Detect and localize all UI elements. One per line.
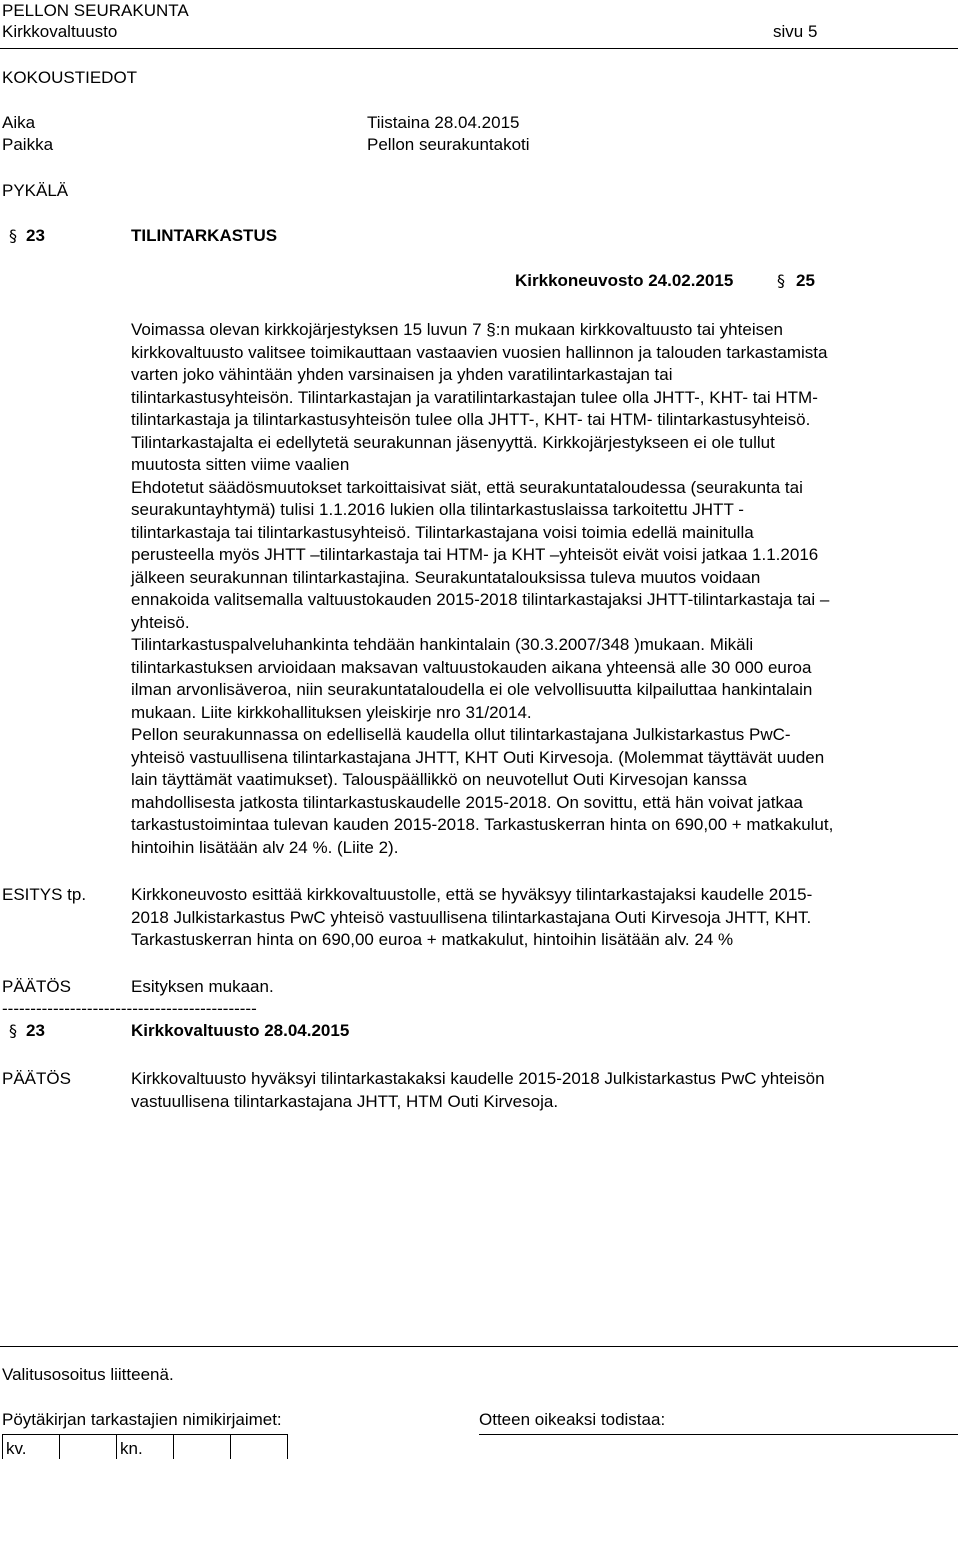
certify-label: Otteen oikeaksi todistaa: [479, 1410, 666, 1429]
body-line: hintoihin lisätään alv 24 %. (Liite 2). [131, 837, 399, 857]
council-decision-label: PÄÄTÖS [2, 1069, 71, 1088]
body-line: lain täyttämät vaatimukset). Talouspäällikkö on neuvotellut Outi Kirvesojan kanssa [131, 770, 747, 789]
body-line: mahdollisesta jatkosta tilintarkastuskaudelle 2015-2018. On sovittu, että hän voivat jatkaa [131, 792, 803, 812]
header-divider [0, 48, 958, 49]
proposal-text [131, 884, 931, 952]
kn-initials-label: kn. [120, 1439, 143, 1458]
council-decision-line: Kirkkovaltuusto hyväksyi tilintarkastakaksi kaudelle 2015-2018 Julkistarkastus PwC yhteisön [131, 1069, 825, 1088]
place-label: Paikka [2, 135, 54, 154]
body-name: Kirkkovaltuusto [2, 22, 118, 41]
signature-divider [230, 1435, 231, 1459]
inspectors-label: Pöytäkirjan tarkastajien nimikirjaimet: [2, 1410, 282, 1429]
decision-text: Esityksen mukaan. [131, 977, 274, 996]
time-label: Aika [2, 113, 36, 132]
appeal-note: Valitusosoitus liitteenä. [2, 1365, 174, 1384]
body-line: muutosta sitten viime vaalien [131, 455, 350, 474]
section-body [131, 319, 931, 859]
body-line: varten joko vähintään yhden varsinaisen ja yhden varatilintarkastajan tai [131, 365, 673, 384]
section-title: TILINTARKASTUS [131, 226, 278, 245]
kv-initials-label: kv. [6, 1439, 27, 1458]
page-number: sivu 5 [773, 22, 818, 41]
council-section-number: 23 [26, 1021, 45, 1040]
prior-section-sign: § [777, 271, 785, 290]
proposal-line: Tarkastuskerran hinta on 690,00 euroa + matkakulut, hintoihin lisätään alv. 24 % [131, 930, 734, 949]
certify-signature-line [479, 1434, 958, 1435]
body-line: Voimassa olevan kirkkojärjestyksen 15 luvun 7 §:n mukaan kirkkovaltuusto tai yhteisen [131, 320, 784, 339]
body-line: yhteisö. [131, 612, 190, 632]
body-line: ennakoida valitsemalla valtuustokauden 2015-2018 tilintarkastajaksi JHTT-tilintarkastaja tai – [131, 590, 830, 609]
section-number: 23 [26, 226, 45, 245]
body-line: mukaan. Liite kirkkohallituksen yleiskirje nro 31/2014. [131, 702, 532, 722]
body-line: tarkastustoimintaa tulevan kauden 2015-2018. Tarkastuskerran hinta on 690,00 + matkakulut, [131, 815, 834, 834]
signature-divider [2, 1435, 3, 1459]
body-line: tilintarkastaja tai tilintarkastusyhteisö. Tilintarkastajana voisi toimia edellä mainitulla [131, 522, 754, 542]
section-heading: PYKÄLÄ [2, 181, 69, 200]
body-line: jälkeen seurakunnan tilintarkastajina. Seurakuntatalouksissa tuleva muutos voidaan [131, 567, 761, 587]
separator-line: --------------------------------------------- [2, 999, 257, 1018]
council-decision-text [131, 1068, 931, 1113]
decision-label: PÄÄTÖS [2, 977, 71, 996]
prior-reference: Kirkkoneuvosto 24.02.2015 [515, 271, 734, 290]
body-line: Ehdotetut säädösmuutokset tarkoittaisivat siät, että seurakuntataloudessa (seurakunta tai [131, 477, 803, 497]
signature-divider [116, 1435, 117, 1459]
body-line: seurakuntayhtymä) tulisi 1.1.2016 lukien olla tilintarkastuslaissa tarkoitettu JHTT - [131, 500, 744, 519]
body-line: Tilintarkastuspalveluhankinta tehdään hankintalain (30.3.2007/348 )mukaan. Mikäli [131, 635, 754, 654]
body-line: yhteisö vastuullisena tilintarkastajana JHTT, KHT Outi Kirvesoja. (Molemmat täyttävät uuden [131, 747, 825, 767]
body-line: ilman arvonlisäveroa, niin seurakuntataloudella ei ole velvollisuutta kilpailuttaa hankintalain [131, 680, 813, 699]
signature-divider [287, 1435, 288, 1459]
time-value: Tiistaina 28.04.2015 [367, 113, 520, 132]
proposal-label: ESITYS tp. [2, 885, 87, 904]
footer-divider [0, 1346, 958, 1347]
proposal-line: 2018 Julkistarkastus PwC yhteisö vastuullisena tilintarkastajana Outi Kirvesoja JHTT, KHT. [131, 907, 812, 927]
council-decision-line: vastuullisena tilintarkastajana JHTT, HTM Outi Kirvesoja. [131, 1091, 559, 1111]
signature-divider [173, 1435, 174, 1459]
signature-box-top [2, 1434, 288, 1435]
proposal-line: Kirkkoneuvosto esittää kirkkovaltuustolle, että se hyväksyy tilintarkastajaksi kaudelle 2015- [131, 885, 813, 904]
body-line: perusteella myös JHTT –tilintarkastaja tai HTM- ja KHT –yhteisöt eivät voisi jatkaa 1.1.2016 [131, 545, 819, 564]
body-line: Tilintarkastajalta ei edellytetä seurakunnan jäsenyyttä. Kirkkojärjestykseen ei ole tullut [131, 432, 775, 452]
body-line: Pellon seurakunnassa on edellisellä kaudella ollut tilintarkastajana Julkistarkastus PwC- [131, 725, 791, 744]
section-sign: § [9, 226, 17, 245]
body-line: tilintarkastuksen arvioidaan maksavan valtuustokauden aikana yhteensä alle 30 000 euroa [131, 657, 812, 677]
prior-section-number: 25 [796, 271, 815, 290]
body-line: kirkkovaltuusto valitsee toimikauttaan vastaavien vuosien hallinnon ja talouden tarkastamista [131, 342, 828, 362]
place-value: Pellon seurakuntakoti [367, 135, 530, 154]
body-line: tilintarkastaja ja tilintarkastusyhteisön tulee olla JHTT-, KHT- tai HTM- tilintarkastusyhteisö. [131, 410, 811, 429]
body-line: tilintarkastusyhteisön. Tilintarkastajan ja varatilintarkastajan tulee olla JHTT-, KHT- tai HTM- [131, 387, 818, 407]
council-section-sign: § [9, 1021, 17, 1040]
organization-name: PELLON SEURAKUNTA [2, 1, 189, 20]
meeting-info-heading: KOKOUSTIEDOT [2, 68, 138, 87]
council-reference: Kirkkovaltuusto 28.04.2015 [131, 1021, 350, 1040]
signature-divider [59, 1435, 60, 1459]
